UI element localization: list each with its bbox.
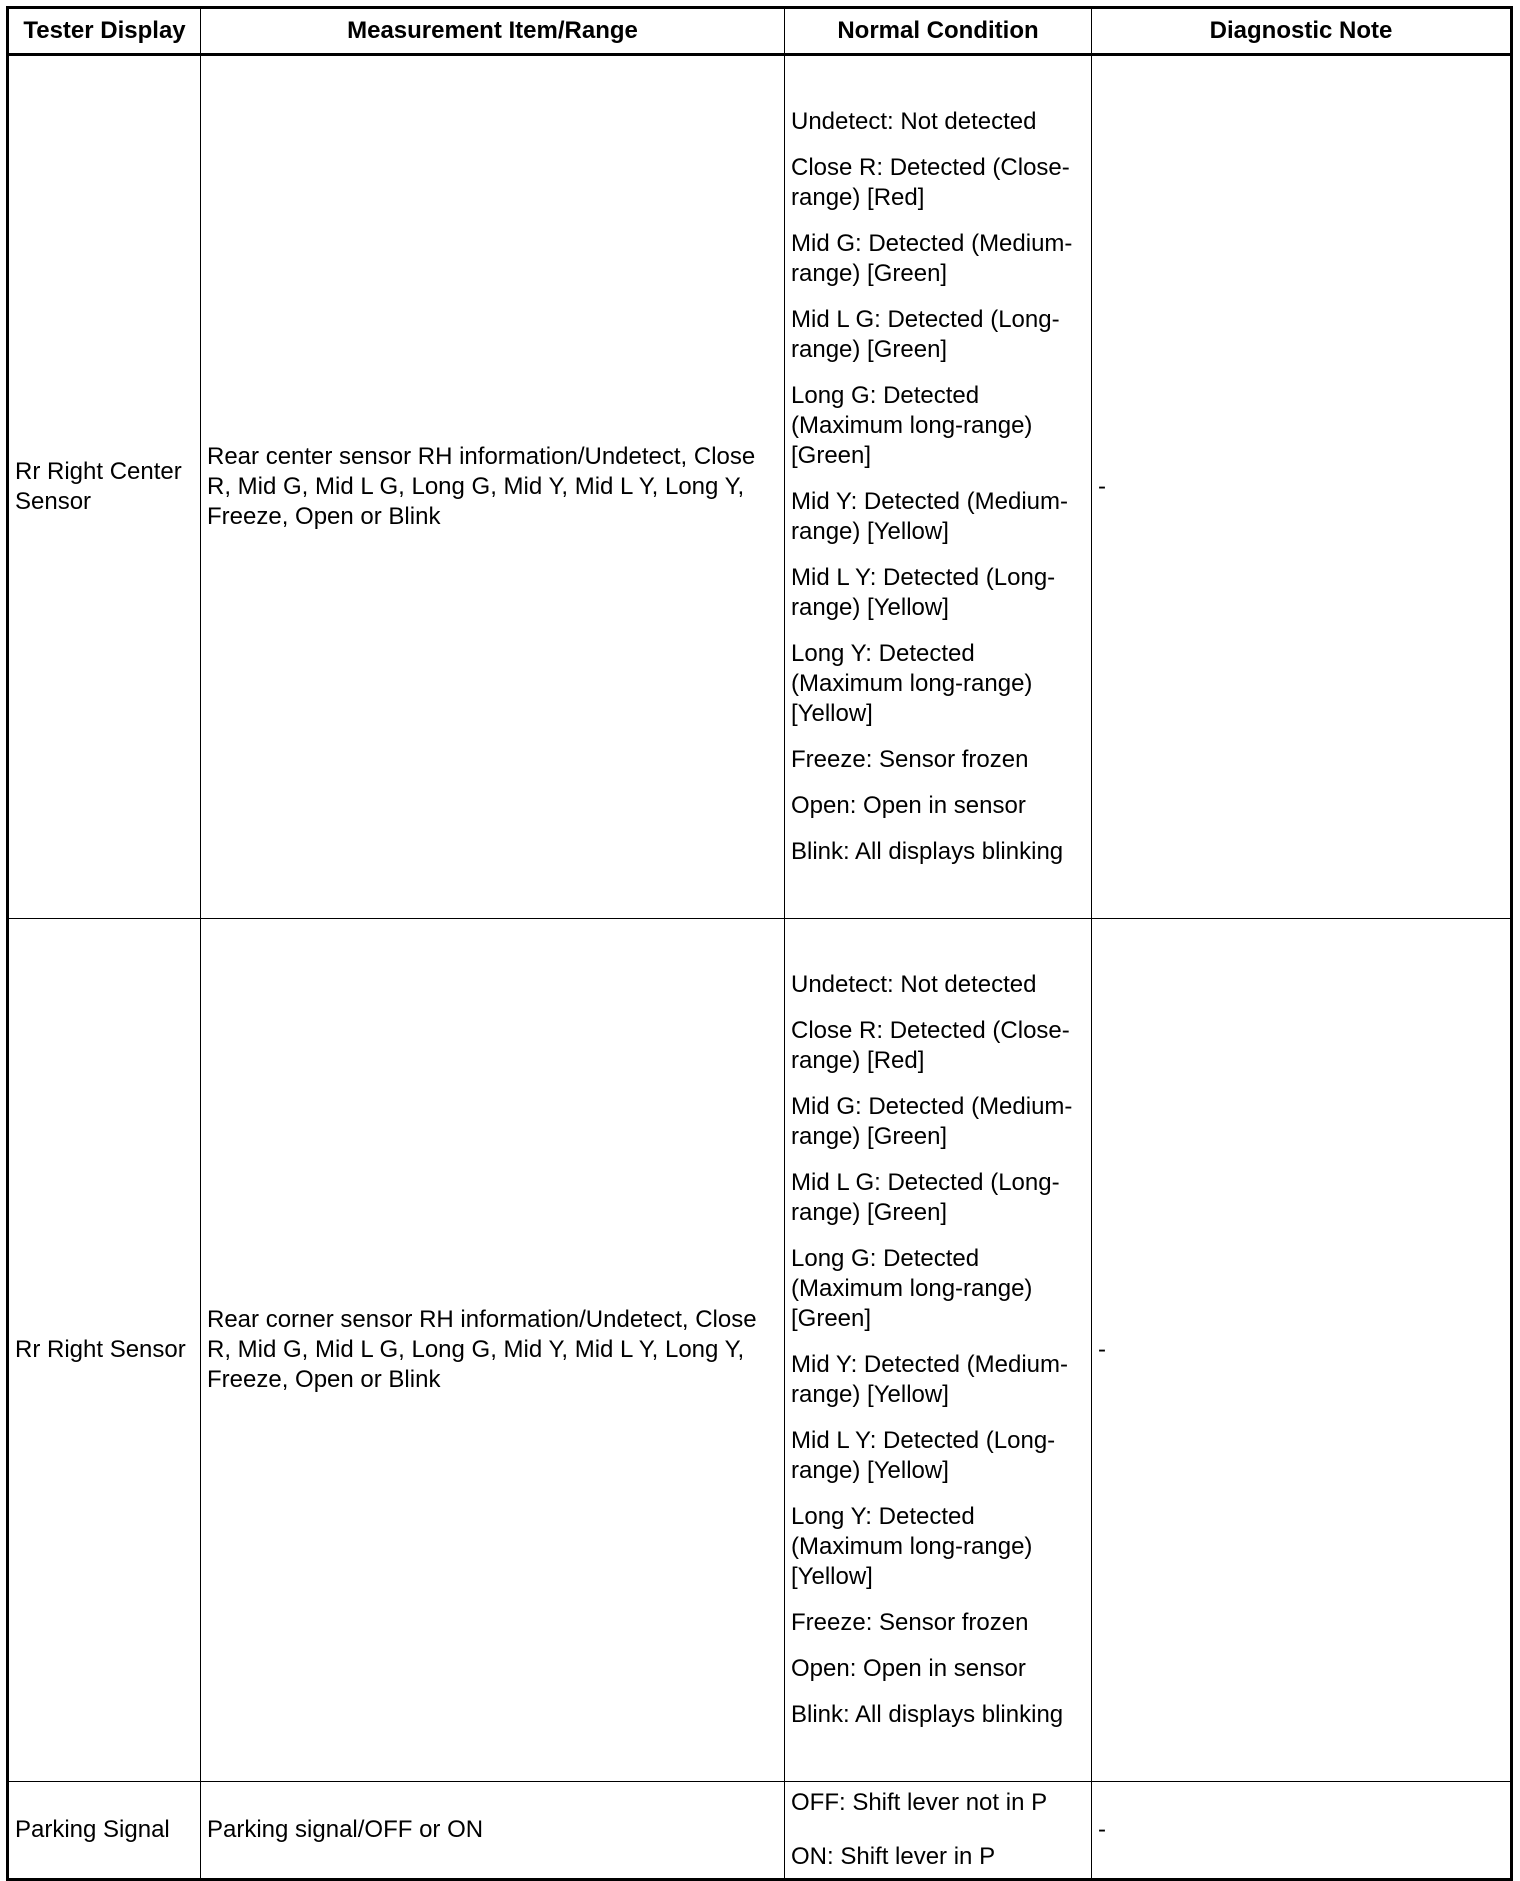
condition-item: Mid L Y: Detected (Long-range) [Yellow] bbox=[791, 564, 1056, 621]
diagnostic-note-cell: - bbox=[1092, 55, 1512, 919]
header-diagnostic-note: Diagnostic Note bbox=[1092, 8, 1512, 55]
condition-item: Long Y: Detected (Maximum long-range) [Yellow] bbox=[791, 1503, 1033, 1590]
table-row-rr-right-sensor bbox=[8, 919, 1512, 1782]
condition-item: Open: Open in sensor bbox=[791, 1655, 1026, 1682]
condition-item: Undetect: Not detected bbox=[791, 108, 1037, 135]
condition-item: Long G: Detected (Maximum long-range) [Green] bbox=[791, 382, 1033, 469]
condition-list bbox=[791, 1788, 1085, 1872]
condition-item: Blink: All displays blinking bbox=[791, 838, 1064, 865]
tester-data-table bbox=[6, 6, 1513, 1881]
table-row-parking-signal bbox=[8, 1782, 1512, 1880]
condition-item: Open: Open in sensor bbox=[791, 792, 1026, 819]
condition-item: Freeze: Sensor frozen bbox=[791, 746, 1029, 773]
normal-condition-cell bbox=[785, 55, 1092, 919]
condition-item: Long G: Detected (Maximum long-range) [Green] bbox=[791, 1245, 1033, 1332]
condition-item: Close R: Detected (Close-range) [Red] bbox=[791, 1017, 1070, 1074]
condition-item: Close R: Detected (Close-range) [Red] bbox=[791, 154, 1070, 211]
table-row-rr-right-center-sensor bbox=[8, 55, 1512, 919]
condition-item: Mid L Y: Detected (Long-range) [Yellow] bbox=[791, 1427, 1056, 1484]
tester-display-cell: Parking Signal bbox=[8, 1782, 201, 1880]
condition-item: Mid Y: Detected (Medium-range) [Yellow] bbox=[791, 488, 1068, 545]
data-sheet bbox=[6, 6, 1510, 1872]
condition-item: Mid G: Detected (Medium-range) [Green] bbox=[791, 230, 1073, 287]
diagnostic-note-cell: - bbox=[1092, 1782, 1512, 1880]
measurement-cell: Rear corner sensor RH information/Undetect, Close R, Mid G, Mid L G, Long G, Mid Y, Mid L Y, Long Y, Freeze, Open or Blink bbox=[201, 919, 785, 1782]
measurement-cell: Parking signal/OFF or ON bbox=[201, 1782, 785, 1880]
condition-item: Blink: All displays blinking bbox=[791, 1701, 1064, 1728]
measurement-cell: Rear center sensor RH information/Undetect, Close R, Mid G, Mid L G, Long G, Mid Y, Mid L Y, Long Y, Freeze, Open or Blink bbox=[201, 55, 785, 919]
condition-item: Freeze: Sensor frozen bbox=[791, 1609, 1029, 1636]
condition-item: ON: Shift lever in P bbox=[791, 1843, 996, 1870]
header-normal-condition: Normal Condition bbox=[785, 8, 1092, 55]
condition-item: Mid L G: Detected (Long-range) [Green] bbox=[791, 1169, 1060, 1226]
normal-condition-cell bbox=[785, 919, 1092, 1782]
condition-list bbox=[791, 970, 1085, 1730]
tester-display-cell: Rr Right Sensor bbox=[8, 919, 201, 1782]
header-tester-display: Tester Display bbox=[8, 8, 201, 55]
diagnostic-note-cell: - bbox=[1092, 919, 1512, 1782]
tester-display-cell: Rr Right Center Sensor bbox=[8, 55, 201, 919]
condition-item: OFF: Shift lever not in P bbox=[791, 1789, 1048, 1816]
header-measurement-item: Measurement Item/Range bbox=[201, 8, 785, 55]
condition-item: Mid G: Detected (Medium-range) [Green] bbox=[791, 1093, 1073, 1150]
normal-condition-cell bbox=[785, 1782, 1092, 1880]
condition-item: Long Y: Detected (Maximum long-range) [Yellow] bbox=[791, 640, 1033, 727]
condition-item: Mid Y: Detected (Medium-range) [Yellow] bbox=[791, 1351, 1068, 1408]
condition-list bbox=[791, 107, 1085, 867]
condition-item: Mid L G: Detected (Long-range) [Green] bbox=[791, 306, 1060, 363]
header-row bbox=[8, 8, 1512, 55]
condition-item: Undetect: Not detected bbox=[791, 971, 1037, 998]
